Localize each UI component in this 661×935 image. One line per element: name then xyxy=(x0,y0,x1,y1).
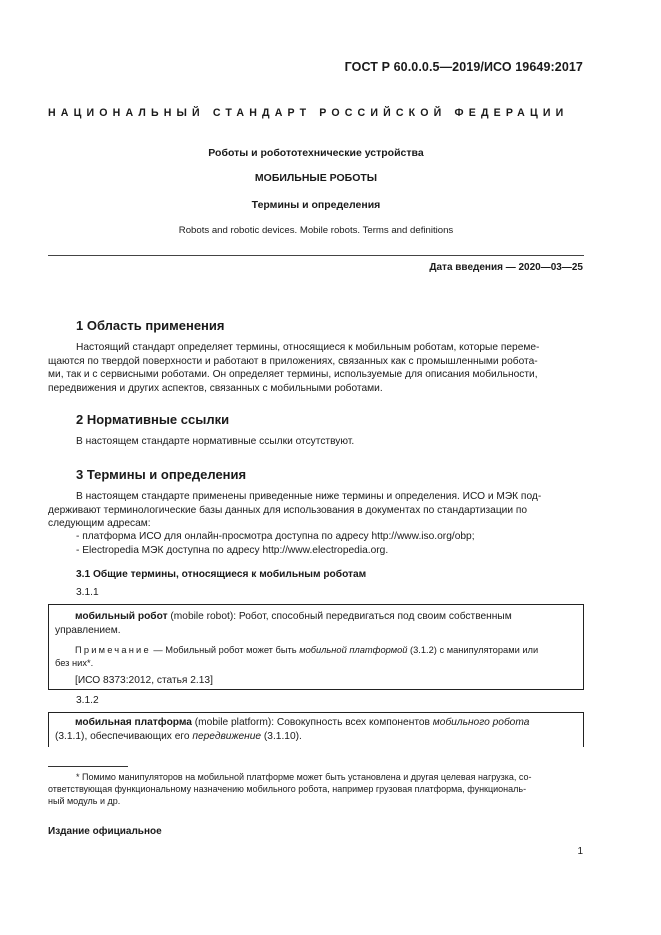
section-3-heading: 3 Термины и определения xyxy=(76,467,247,482)
section-2-heading: 2 Нормативные ссылки xyxy=(76,412,230,427)
term-box-3-1-2 xyxy=(48,712,584,747)
section-3-line: следующим адресам: xyxy=(48,518,151,530)
footnote-line: ответствующая функциональному назначению мобильного робота, например грузовая платформа, функциональ- xyxy=(48,784,527,795)
section-3-text xyxy=(48,490,584,531)
term-definition-italic: мобильного робота xyxy=(432,717,530,728)
bullet-iso: - платформа ИСО для онлайн-просмотра доступна по адресу http://www.iso.org/obp; xyxy=(76,531,475,542)
term-number-3-1-1: 3.1.1 xyxy=(76,587,99,598)
term-note xyxy=(49,638,583,657)
official-edition-label: Издание официальное xyxy=(48,826,162,837)
title-divider xyxy=(48,255,584,256)
introduction-date: Дата введения — 2020—03—25 xyxy=(429,262,583,273)
term-definition-text: (mobile platform): Совокупность всех компонентов xyxy=(191,717,433,728)
term-definition-text: (3.1.10). xyxy=(261,731,302,742)
term-definition-text: (3.1.1), обеспечивающих его xyxy=(55,731,193,742)
title-line-3: Термины и определения xyxy=(251,199,381,211)
footnote-line: * Помимо манипуляторов на мобильной платформе может быть установлена и другая целевая нагрузка, со- xyxy=(76,772,532,782)
section-1-line: ми, так и с сервисными роботами. Он определяет термины, используемые для описания мобильности, xyxy=(48,369,538,381)
english-title: Robots and robotic devices. Mobile robots. Terms and definitions xyxy=(178,225,454,236)
section-1-heading: 1 Область применения xyxy=(76,318,225,333)
term-definition-cont: управлением. xyxy=(55,625,121,636)
note-italic: мобильной платформой xyxy=(299,645,408,655)
term-note-cont: без них*. xyxy=(55,657,94,668)
section-2-text: В настоящем стандарте нормативные ссылки отсутствуют. xyxy=(76,436,355,447)
term-source: [ИСО 8373:2012, статья 2.13] xyxy=(75,675,213,686)
note-label: Примечание xyxy=(75,645,151,655)
note-text: (3.1.2) с манипуляторами или xyxy=(407,645,539,655)
national-standard-banner: НАЦИОНАЛЬНЫЙ СТАНДАРТ РОССИЙСКОЙ ФЕДЕРАЦИИ xyxy=(48,107,569,119)
title-line-2: МОБИЛЬНЫЕ РОБОТЫ xyxy=(254,172,378,184)
section-3-line: держивают терминологические базы данных для использования в документах по стандартизации по xyxy=(48,504,528,516)
term-definition-italic: передвижение xyxy=(192,731,262,742)
subsection-3-1-heading: 3.1 Общие термины, относящиеся к мобильным роботам xyxy=(76,569,367,580)
term-definition-cont xyxy=(49,730,583,744)
footnote xyxy=(48,771,584,808)
term-definition xyxy=(49,605,583,624)
title-line-1: Роботы и робототехнические устройства xyxy=(208,147,424,159)
term-name: мобильный робот xyxy=(75,611,168,622)
section-3-line: В настоящем стандарте применены приведенные ниже термины и определения. ИСО и МЭК под- xyxy=(76,491,542,502)
section-1-line: передвижения и других аспектов, связанных с мобильными роботами. xyxy=(48,382,383,394)
term-number-3-1-2: 3.1.2 xyxy=(76,695,99,706)
section-1-line: Настоящий стандарт определяет термины, относящиеся к мобильным роботам, которые переме- xyxy=(76,342,540,353)
term-name: мобильная платформа xyxy=(75,717,192,728)
footnote-line: ный модуль и др. xyxy=(48,796,121,807)
section-1-text xyxy=(48,341,584,395)
term-definition-text: (mobile robot): Робот, способный передвигаться под своим собственным xyxy=(167,611,512,622)
document-code: ГОСТ Р 60.0.0.5—2019/ИСО 19649:2017 xyxy=(344,60,583,74)
page-number: 1 xyxy=(577,846,583,857)
footnote-divider xyxy=(48,766,128,767)
bullet-electropedia: - Electropedia МЭК доступна по адресу http://www.electropedia.org. xyxy=(76,545,389,556)
term-definition xyxy=(49,713,583,730)
section-1-line: щаются по твердой поверхности и работают в приложениях, связанных как с промышленными робота- xyxy=(48,355,538,367)
term-box-3-1-1 xyxy=(48,604,584,690)
note-text: — Мобильный робот может быть xyxy=(150,645,300,655)
